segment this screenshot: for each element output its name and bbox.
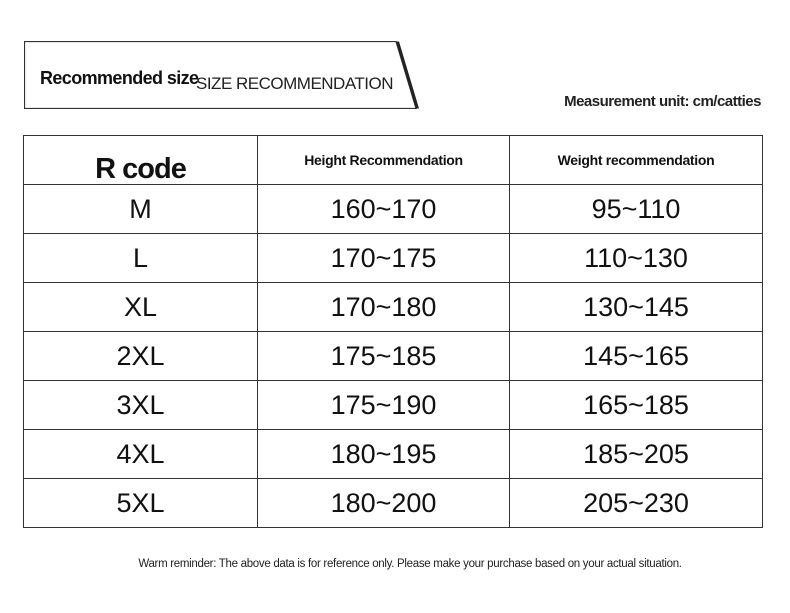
- weight-cell: 95~110: [510, 185, 763, 234]
- header-height: Height Recommendation: [258, 136, 510, 185]
- size-cell: XL: [24, 283, 258, 332]
- height-cell: 175~190: [258, 381, 510, 430]
- height-cell: 180~200: [258, 479, 510, 528]
- measurement-unit: Measurement unit: cm/catties: [564, 93, 761, 110]
- size-cell: 2XL: [24, 332, 258, 381]
- header-r-code: R code: [24, 136, 258, 185]
- size-table: [23, 135, 763, 528]
- height-cell: 160~170: [258, 185, 510, 234]
- weight-cell: 185~205: [510, 430, 763, 479]
- height-cell: 170~175: [258, 234, 510, 283]
- table-row: [24, 381, 763, 430]
- size-cell: 4XL: [24, 430, 258, 479]
- weight-cell: 165~185: [510, 381, 763, 430]
- height-cell: 175~185: [258, 332, 510, 381]
- banner-subtitle: SIZE RECOMMENDATION: [196, 74, 394, 93]
- warm-reminder: Warm reminder: The above data is for reference only. Please make your purchase based on your actual situation.: [138, 558, 682, 570]
- table-row: [24, 430, 763, 479]
- size-cell: M: [24, 185, 258, 234]
- size-cell: 5XL: [24, 479, 258, 528]
- table-row: [24, 479, 763, 528]
- size-cell: L: [24, 234, 258, 283]
- weight-cell: 205~230: [510, 479, 763, 528]
- banner-title: Recommended size: [40, 68, 199, 88]
- table-row: [24, 185, 763, 234]
- table-row: [24, 332, 763, 381]
- height-cell: 180~195: [258, 430, 510, 479]
- header-weight: Weight recommendation: [510, 136, 763, 185]
- weight-cell: 145~165: [510, 332, 763, 381]
- table-row: [24, 283, 763, 332]
- title-banner: [24, 41, 420, 109]
- weight-cell: 110~130: [510, 234, 763, 283]
- weight-cell: 130~145: [510, 283, 763, 332]
- size-cell: 3XL: [24, 381, 258, 430]
- table-header-row: [24, 136, 763, 185]
- table-row: [24, 234, 763, 283]
- height-cell: 170~180: [258, 283, 510, 332]
